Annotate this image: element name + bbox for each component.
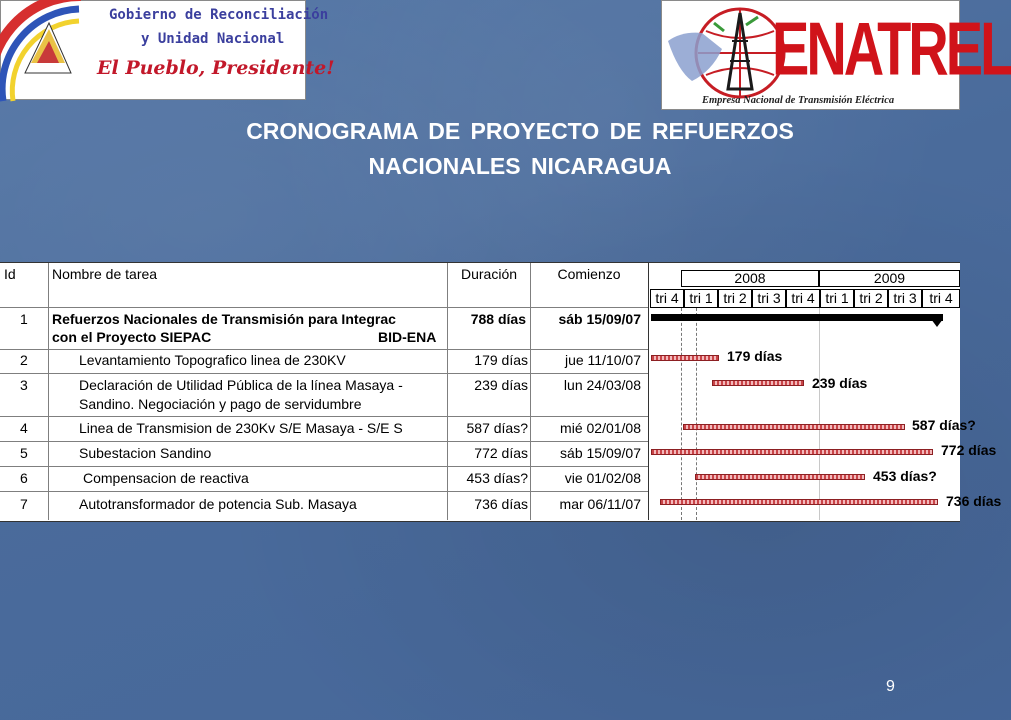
quarter-label: tri 3	[752, 289, 786, 308]
quarter-label: tri 4	[650, 289, 684, 308]
header-task-name: Nombre de tarea	[52, 266, 158, 282]
task-name-line2: Sandino. Negociación y pago de servidumbre	[79, 396, 362, 412]
bar-label: 453 días?	[873, 468, 937, 484]
task-name: Subestacion Sandino	[79, 445, 212, 461]
page-title	[120, 114, 920, 184]
task-name: Levantamiento Topografico linea de 230KV	[79, 352, 346, 368]
timeline-gridline	[819, 308, 820, 520]
task-name-suffix: BID-ENA	[378, 329, 437, 345]
gantt-chart	[0, 262, 1002, 522]
quarter-label: tri 2	[718, 289, 752, 308]
header-duration: Duración	[460, 266, 518, 282]
header-id: Id	[4, 266, 16, 282]
task-duration: 239 días	[474, 377, 528, 393]
quarter-label: tri 3	[888, 289, 922, 308]
task-duration: 736 días	[474, 496, 528, 512]
task-start: sáb 15/09/07	[558, 311, 641, 327]
task-start: jue 11/10/07	[564, 352, 641, 368]
row-id: 6	[20, 470, 28, 486]
row-id: 1	[20, 311, 28, 327]
row-divider	[0, 307, 648, 308]
government-name-line2: y Unidad Nacional	[141, 31, 285, 47]
row-divider	[0, 491, 648, 492]
task-name: Refuerzos Nacionales de Transmisión para Integrac	[52, 311, 396, 327]
row-divider	[0, 416, 648, 417]
task-duration: 587 días?	[466, 420, 528, 436]
column-divider	[48, 263, 49, 520]
row-divider	[0, 349, 648, 350]
task-start: vie 01/02/08	[564, 470, 641, 486]
row-id: 4	[20, 420, 28, 436]
timeline-gridline	[681, 308, 682, 520]
bar-label: 179 días	[727, 348, 783, 364]
quarter-label: tri 4	[786, 289, 820, 308]
summary-bar	[651, 314, 943, 321]
task-bar	[651, 449, 933, 455]
row-id: 2	[20, 352, 28, 368]
quarter-label: tri 4	[922, 289, 960, 308]
enatrel-brand: ENATREL	[772, 5, 1011, 91]
task-bar	[683, 424, 905, 430]
row-divider	[0, 441, 648, 442]
column-divider	[530, 263, 531, 520]
column-divider	[447, 263, 448, 520]
task-bar	[712, 380, 804, 386]
quarter-label: tri 2	[854, 289, 888, 308]
task-name: Compensacion de reactiva	[83, 470, 249, 486]
title-line2: NACIONALES NICARAGUA	[368, 153, 672, 179]
task-bar	[660, 499, 938, 505]
page-number: 9	[886, 678, 895, 695]
header-start: Comienzo	[557, 266, 621, 282]
timeline-area	[649, 263, 1002, 520]
task-start: lun 24/03/08	[563, 377, 641, 393]
task-duration: 453 días?	[466, 470, 528, 486]
quarter-label: tri 1	[684, 289, 718, 308]
task-duration: 788 días	[470, 311, 526, 327]
bar-label: 239 días	[812, 375, 868, 391]
row-id: 3	[20, 377, 28, 393]
summary-end-marker	[931, 319, 943, 327]
bar-label: 587 días?	[912, 417, 976, 433]
task-bar	[695, 474, 865, 480]
bar-label: 772 días	[941, 442, 997, 458]
quarter-label: tri 1	[820, 289, 854, 308]
enatrel-subtitle: Empresa Nacional de Transmisión Eléctrica	[702, 95, 895, 106]
government-emblem-icon	[1, 1, 97, 101]
row-divider	[0, 373, 648, 374]
globe-tower-icon	[662, 1, 772, 101]
government-motto: El Pueblo, Presidente!	[97, 57, 335, 79]
task-start: mié 02/01/08	[560, 420, 641, 436]
enatrel-logo	[661, 0, 1011, 110]
task-name: Linea de Transmision de 230Kv S/E Masaya - S/E S	[79, 420, 403, 436]
government-name-line1: Gobierno de Reconciliación	[109, 7, 329, 23]
title-line1: CRONOGRAMA DE PROYECTO DE REFUERZOS	[246, 118, 794, 144]
task-bar	[651, 355, 719, 361]
task-name: Declaración de Utilidad Pública de la línea Masaya -	[79, 377, 403, 393]
task-start: sáb 15/09/07	[560, 445, 641, 461]
timeline-gridline	[696, 308, 697, 520]
bar-label: 736 días	[946, 493, 1002, 509]
row-divider	[0, 466, 648, 467]
task-start: mar 06/11/07	[559, 496, 641, 512]
task-name-line2: con el Proyecto SIEPAC	[52, 329, 212, 345]
row-id: 5	[20, 445, 28, 461]
year-2008: 2008	[681, 270, 819, 287]
task-duration: 179 días	[474, 352, 528, 368]
year-2009: 2009	[819, 270, 960, 287]
government-logo	[0, 0, 335, 100]
row-id: 7	[20, 496, 28, 512]
task-name: Autotransformador de potencia Sub. Masaya	[79, 496, 357, 512]
task-duration: 772 días	[474, 445, 528, 461]
